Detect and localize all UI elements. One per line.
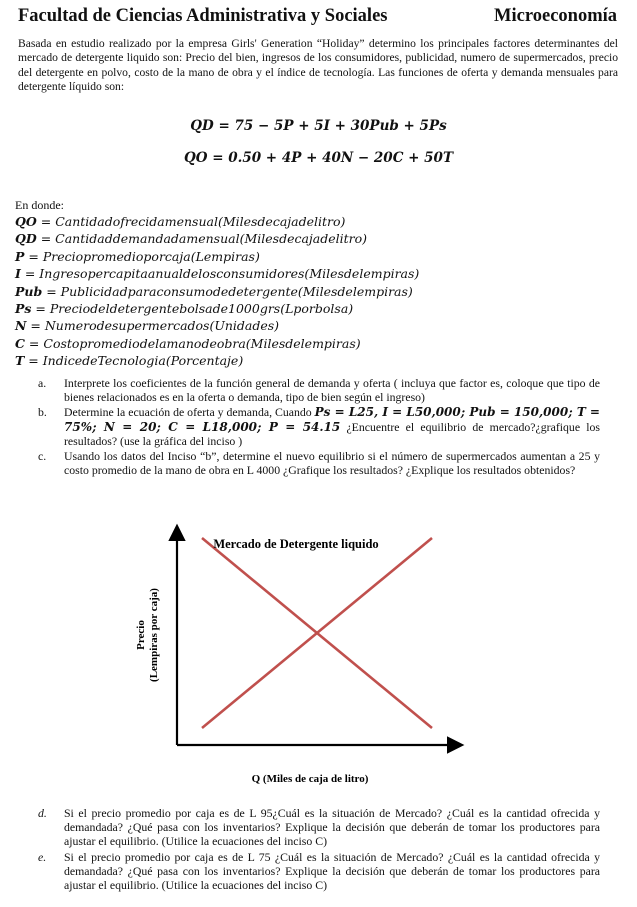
y-axis-label-line2: (Lempiras por caja) xyxy=(148,588,160,682)
definition-ps: Ps = Preciodeldetergentebolsade1000grs(Lporbolsa) xyxy=(15,301,354,317)
definition-qd: QD = Cantidaddemandadamensual(Milesdecajadelitro) xyxy=(15,231,368,247)
questions-list-top xyxy=(38,376,600,478)
definition-qo: QO = Cantidadofrecidamensual(Milesdecajadelitro) xyxy=(15,214,346,229)
question-b-values: Ps = L25, I = L50,000; Pub = 150,000; T = 75%; N = 20; C = L18,000; P = 54.15 xyxy=(64,405,600,434)
y-axis-label-line1: Precio xyxy=(135,620,147,650)
intro-paragraph: Basada en estudio realizado por la empresa Girls' Generation “Holiday” determino los principales factores determinantes del mercado de detergente liquido son: Precio del bien, ingresos de los consumidores, publicidad, numero de supermercados, precio del detergente en polvo, costo de la mano de obra y el índice de tecnología. Las funciones de oferta y demanda mensuales para detergente líquido son: xyxy=(18,37,618,94)
chart-title: Mercado de Detergente liquido xyxy=(213,537,379,551)
definition-i: I = Ingresopercapitaanualdelosconsumidores(Milesdelempiras) xyxy=(15,266,420,282)
x-axis-label: Q (Miles de caja de litro) xyxy=(251,773,369,785)
question-c: c. Usando los datos del Inciso “b”, determine el nuevo equilibrio si el número de supermercados aumentan a 25 y costo promedio de la mano de obra en L 4000 ¿Grafique los resultados? ¿Explique los resultados obtenidos? xyxy=(38,449,600,478)
course-title: Microeconomía xyxy=(494,6,617,26)
definition-p: P = Preciopromedioporcaja(Lempiras) xyxy=(15,248,260,264)
question-d: d. Si el precio promedio por caja es de L 95¿Cuál es la situación de Mercado? ¿Cuál es la cantidad ofrecida y demandada? ¿Qué pasa con los inventarios? Explique la decisión que deberán de tomar los productores para ajustar el equilibrio. (Utilice la ecuaciones del inciso C) xyxy=(38,806,600,849)
definition-t: T = IndicedeTecnologia(Porcentaje) xyxy=(15,353,244,369)
question-e: e. Si el precio promedio por caja es de L 75 ¿Cuál es la situación de Mercado? ¿Cuál es la cantidad ofrecida y demandada? ¿Qué pasa con los inventarios? Explique la decisión que deberán de tomar los productores para ajustar el equilibrio. (Utilice la ecuaciones del inciso C) xyxy=(38,849,600,893)
definitions-list xyxy=(15,213,419,370)
faculty-title: Facultad de Ciencias Administrativa y Sociales xyxy=(18,6,388,26)
question-a: a. Interprete los coeficientes de la función general de demanda y oferta ( incluya que factor es, coloque que tipo de bienes relacionados es en la oferta o demanda, tipo de bien según el ingreso) xyxy=(38,376,600,405)
definition-n: N = Numerodesupermercados(Unidades) xyxy=(15,318,280,334)
where-label: En donde: xyxy=(15,198,64,212)
supply-equation: QO = 0.50 + 4P + 40N − 20C + 50T xyxy=(184,150,453,166)
definition-c: C = Costopromediodelamanodeobra(Milesdelempiras) xyxy=(15,335,361,351)
demand-equation: QD = 75 − 5P + 5I + 30Pub + 5Ps xyxy=(190,118,447,134)
questions-list-bottom xyxy=(38,806,600,893)
question-b: b. Determine la ecuación de oferta y demanda, Cuando Ps = L25, I = L50,000; Pub = 150,000; T = 75%; N = 20; C = L18,000; P = 54.15 ¿Encuentre el equilibrio de mercado?¿grafique los resultados? (use la gráfica del inciso ) xyxy=(38,405,600,448)
definition-pub: Pub = Publicidadparaconsumodedetergente(Milesdelempiras) xyxy=(15,283,413,299)
market-chart xyxy=(120,520,480,790)
document-header xyxy=(18,6,619,30)
